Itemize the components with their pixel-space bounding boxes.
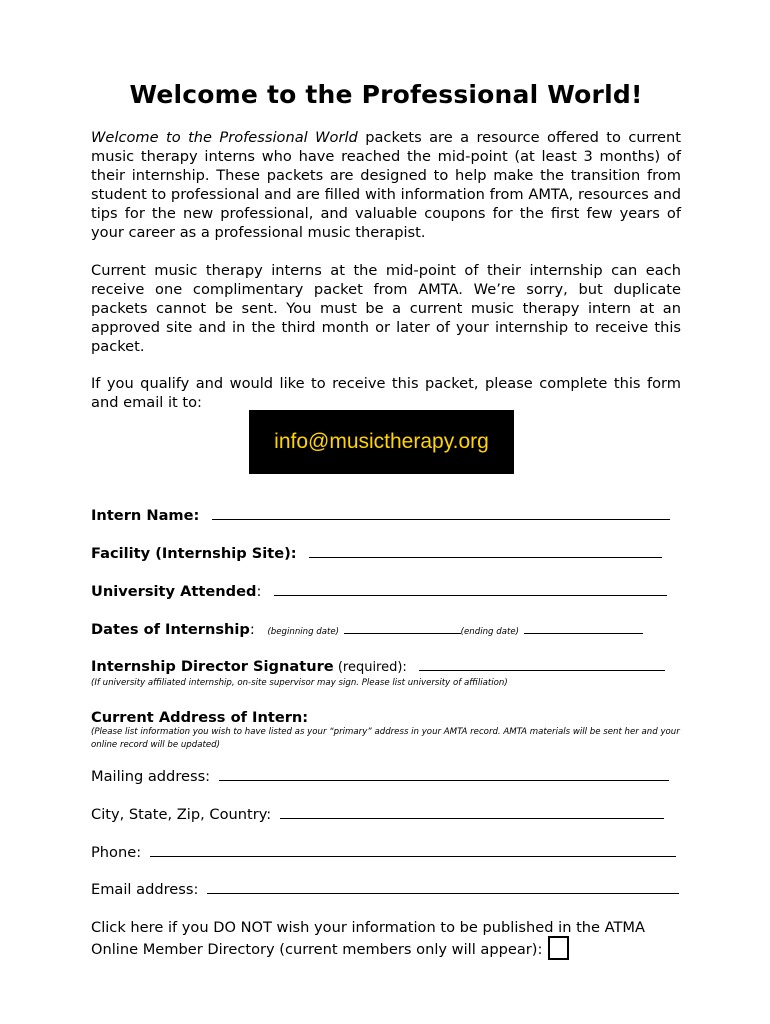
mailing-label: Mailing address: xyxy=(91,768,211,785)
email-address-label: Email address: xyxy=(91,881,199,898)
optout-checkbox[interactable] xyxy=(548,936,569,960)
city-field[interactable] xyxy=(280,806,664,819)
director-signature-row xyxy=(91,658,665,675)
phone-row xyxy=(91,844,676,861)
address-heading: Current Address of Intern: xyxy=(91,709,309,726)
dates-label: Dates of Internship xyxy=(91,621,250,638)
page-title: Welcome to the Professional World! xyxy=(129,80,643,109)
required-label: (required): xyxy=(333,660,407,675)
facility-field[interactable] xyxy=(309,545,662,558)
optout-row xyxy=(91,919,645,960)
intern-name-row xyxy=(91,507,670,524)
email-address-box[interactable] xyxy=(249,410,514,474)
beginning-date-field[interactable] xyxy=(344,624,461,634)
dates-row xyxy=(91,621,643,638)
university-field[interactable] xyxy=(274,583,667,596)
intro-italic-lead: Welcome to the Professional World xyxy=(91,129,358,146)
university-label: University Attended xyxy=(91,583,257,600)
instruction-paragraph: If you qualify and would like to receive this packet, please complete this form and email it to: xyxy=(91,375,681,411)
director-signature-field[interactable] xyxy=(419,658,665,671)
intro-paragraph xyxy=(91,128,681,242)
ending-date-label: (ending date) xyxy=(460,627,519,637)
dates-colon: : xyxy=(249,621,255,638)
facility-row xyxy=(91,545,662,562)
phone-field[interactable] xyxy=(150,844,676,857)
intern-name-label: Intern Name: xyxy=(91,507,200,524)
facility-label: Facility (Internship Site): xyxy=(91,545,297,562)
city-row xyxy=(91,806,664,823)
mailing-field[interactable] xyxy=(219,768,669,781)
email-address-row xyxy=(91,881,679,898)
ending-date-field[interactable] xyxy=(524,624,643,634)
address-heading-row xyxy=(91,709,308,726)
email-address-text[interactable]: info@musictherapy.org xyxy=(274,430,489,453)
email-address-field[interactable] xyxy=(207,881,679,894)
optout-line2 xyxy=(91,936,645,960)
beginning-date-label: (beginning date) xyxy=(267,627,340,637)
university-row xyxy=(91,583,667,600)
city-label: City, State, Zip, Country: xyxy=(91,806,272,823)
optout-text-line1: Click here if you DO NOT wish your information to be published in the ATMA xyxy=(91,919,646,936)
eligibility-paragraph: Current music therapy interns at the mid-point of their internship can each receive one complimentary packet from AMTA. We’re sorry, but duplicate packets cannot be sent. You must be a current music therapy intern at an approved site and in the third month or later of your internship to receive this packet. xyxy=(91,262,681,355)
director-signature-label: Internship Director Signature xyxy=(91,658,334,675)
director-note: (If university affiliated internship, on-site supervisor may sign. Please list university of affiliation) xyxy=(91,678,508,688)
address-note: (Please list information you wish to have listed as your “primary” address in your AMTA record. AMTA materials will be sent her and your online record will be updated) xyxy=(91,727,680,750)
intern-name-field[interactable] xyxy=(212,507,670,520)
intro-text: packets are a resource offered to current music therapy interns who have reached the mid-point (at least 3 months) of their internship. These packets are designed to help make the transition from student to professional and are filled with information from AMTA, resources and tips for the new professional, and valuable coupons for the first few years of your career as a professional music therapist. xyxy=(91,129,681,241)
phone-label: Phone: xyxy=(91,844,142,861)
university-colon: : xyxy=(256,583,262,600)
mailing-row xyxy=(91,768,669,785)
optout-text-line2: Online Member Directory (current members only will appear): xyxy=(91,941,543,958)
